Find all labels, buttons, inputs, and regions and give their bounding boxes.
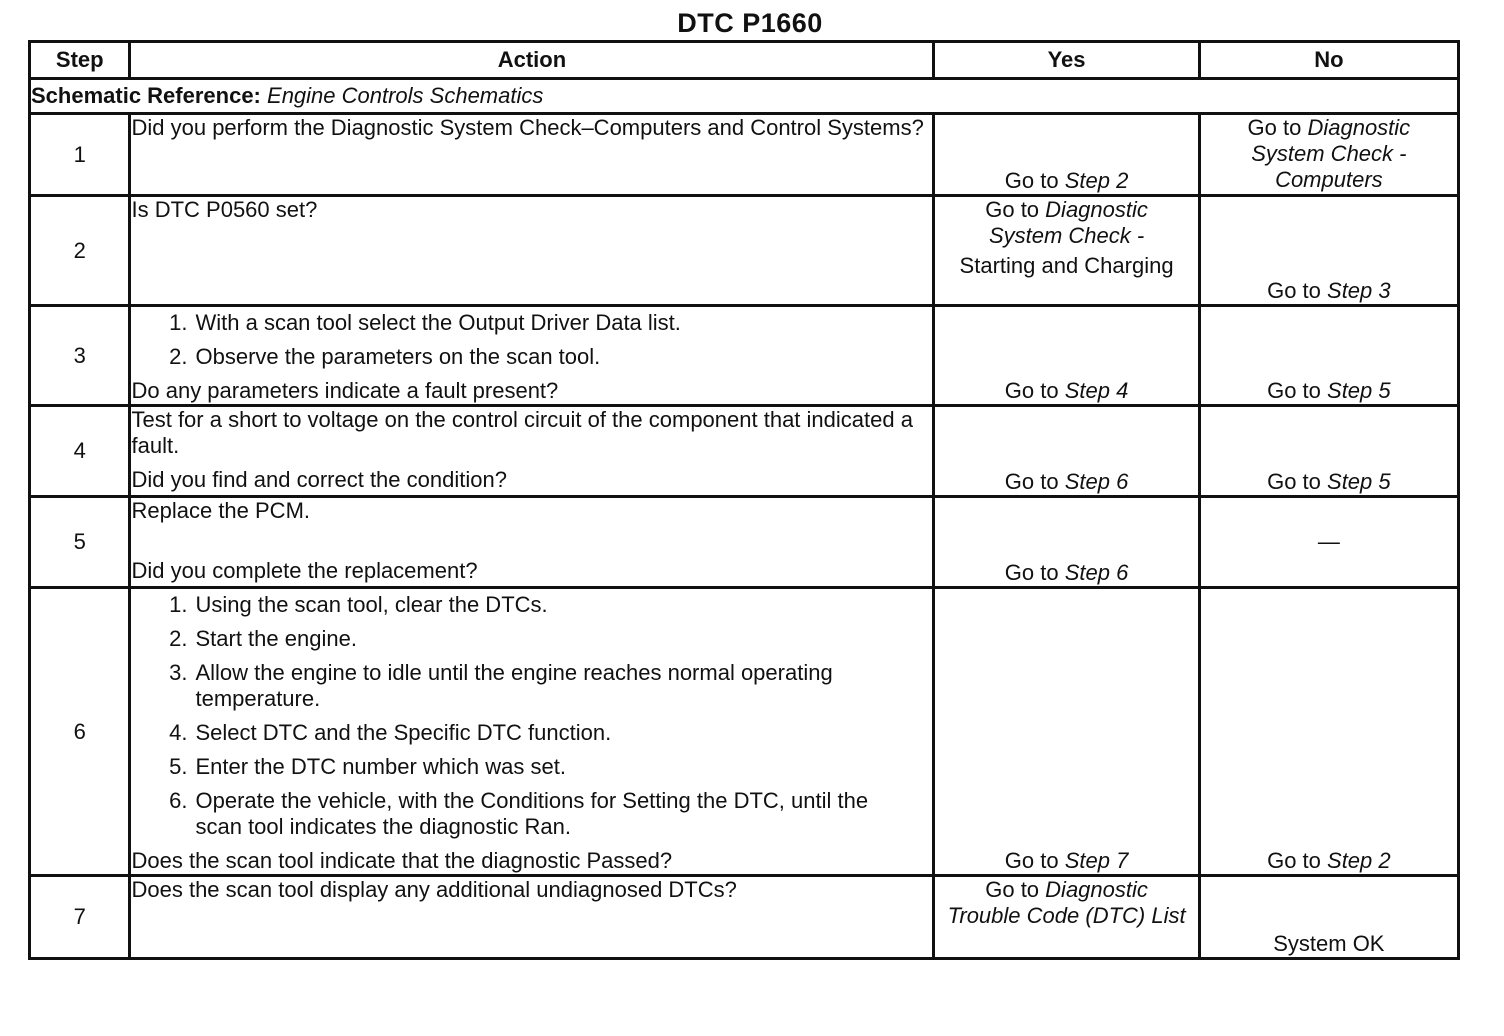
action-cell xyxy=(130,114,934,196)
table-row xyxy=(30,196,1459,306)
action-steps xyxy=(131,592,932,840)
action-question: Did you find and correct the condition? xyxy=(131,467,507,492)
action-question: Did you perform the Diagnostic System Check–Computers and Control Systems? xyxy=(131,115,924,140)
yes-cell xyxy=(934,588,1199,876)
no-target: Step 2 xyxy=(1327,848,1391,873)
table-row xyxy=(30,497,1459,588)
yes-target: Code (DTC) List xyxy=(1026,903,1186,928)
no-cell xyxy=(1199,588,1458,876)
step-number: 1 xyxy=(30,114,130,196)
reference-value: Engine Controls Schematics xyxy=(267,83,544,108)
no-cell xyxy=(1199,114,1458,196)
header-action: Action xyxy=(130,42,934,79)
go-to-label: Go to xyxy=(1267,469,1321,494)
schematic-reference xyxy=(30,79,1459,114)
yes-cell xyxy=(934,406,1199,497)
yes-target: Step 2 xyxy=(1064,168,1129,193)
page-title: DTC P1660 xyxy=(677,8,823,38)
header-yes: Yes xyxy=(934,42,1199,79)
step-number: 5 xyxy=(30,497,130,588)
go-to-label: Go to xyxy=(1004,469,1059,494)
list-item: 6. Operate the vehicle, with the Conditions for Setting the DTC, until the scan tool indicates the diagnostic Ran. xyxy=(169,788,869,839)
go-to-label: Go to xyxy=(1004,168,1059,193)
step-number: 4 xyxy=(30,406,130,497)
yes-target: Diagnostic xyxy=(1045,877,1148,902)
step-number: 3 xyxy=(30,306,130,406)
no-target: Diagnostic xyxy=(1307,115,1411,140)
action-text: Test for a short to voltage on the control circuit of the component that indicated a fault. xyxy=(131,407,913,458)
diagnostic-table xyxy=(28,40,1460,960)
no-result: — xyxy=(1317,529,1340,554)
action-question: Is DTC P0560 set? xyxy=(131,197,318,222)
yes-cell xyxy=(934,306,1199,406)
yes-target: Step 4 xyxy=(1064,378,1129,403)
no-cell xyxy=(1199,876,1458,959)
action-cell xyxy=(130,306,934,406)
no-target: Computers xyxy=(1275,167,1383,192)
list-item: 3. Allow the engine to idle until the engine reaches normal operating temperature. xyxy=(169,660,833,711)
yes-cell xyxy=(934,497,1199,588)
go-to-label: Go to xyxy=(985,197,1040,222)
yes-target: Step 6 xyxy=(1064,469,1129,494)
yes-target: Diagnostic xyxy=(1045,197,1148,222)
go-to-label: Go to xyxy=(1004,848,1059,873)
go-to-label: Go to xyxy=(1267,378,1321,403)
no-cell xyxy=(1199,406,1458,497)
no-cell xyxy=(1199,196,1458,306)
list-item: 1. Using the scan tool, clear the DTCs. xyxy=(169,592,548,617)
reference-row xyxy=(30,79,1459,114)
go-to-label: Go to xyxy=(1004,378,1059,403)
list-item: 4. Select DTC and the Specific DTC function. xyxy=(169,720,612,745)
action-cell xyxy=(130,497,934,588)
yes-target: Step 7 xyxy=(1064,848,1129,873)
list-item: 2. Start the engine. xyxy=(169,626,357,651)
no-target: Step 5 xyxy=(1327,469,1391,494)
action-question: Do any parameters indicate a fault present? xyxy=(131,378,559,403)
no-target: Step 5 xyxy=(1327,378,1391,403)
go-to-label: Go to xyxy=(1004,560,1059,585)
no-cell xyxy=(1199,497,1458,588)
action-cell xyxy=(130,876,934,959)
no-target: System Check - xyxy=(1251,141,1407,166)
step-number: 7 xyxy=(30,876,130,959)
list-item: 1. With a scan tool select the Output Driver Data list. xyxy=(169,310,681,335)
table-row xyxy=(30,306,1459,406)
action-steps xyxy=(131,310,932,370)
yes-target: System Check - xyxy=(988,223,1145,248)
table-row xyxy=(30,588,1459,876)
no-cell xyxy=(1199,306,1458,406)
go-to-label: Go to xyxy=(1267,848,1321,873)
list-item: 2. Observe the parameters on the scan tool. xyxy=(169,344,601,369)
action-question: Does the scan tool indicate that the diagnostic Passed? xyxy=(131,848,673,873)
table-row xyxy=(30,406,1459,497)
table-row xyxy=(30,114,1459,196)
header-row xyxy=(30,42,1459,79)
header-no: No xyxy=(1199,42,1458,79)
yes-cell xyxy=(934,114,1199,196)
action-cell xyxy=(130,588,934,876)
yes-cell xyxy=(934,876,1199,959)
table-row xyxy=(30,876,1459,959)
step-number: 2 xyxy=(30,196,130,306)
step-number: 6 xyxy=(30,588,130,876)
reference-label: Schematic Reference: xyxy=(31,83,261,108)
action-question: Does the scan tool display any additional undiagnosed DTCs? xyxy=(131,877,737,902)
no-result: System OK xyxy=(1273,931,1385,956)
yes-target: Step 6 xyxy=(1064,560,1129,585)
action-cell xyxy=(130,406,934,497)
go-to-label: Go to xyxy=(1247,115,1302,140)
yes-target: Starting and Charging xyxy=(959,253,1174,278)
go-to-label: Go to xyxy=(985,877,1040,902)
no-target: Step 3 xyxy=(1327,278,1391,303)
go-to-label: Go to xyxy=(1267,278,1321,303)
action-question: Did you complete the replacement? xyxy=(131,558,478,583)
yes-cell xyxy=(934,196,1199,306)
list-item: 5. Enter the DTC number which was set. xyxy=(169,754,566,779)
action-cell xyxy=(130,196,934,306)
yes-target: Trouble xyxy=(947,903,1021,928)
action-text: Replace the PCM. xyxy=(131,498,311,523)
header-step: Step xyxy=(30,42,130,79)
